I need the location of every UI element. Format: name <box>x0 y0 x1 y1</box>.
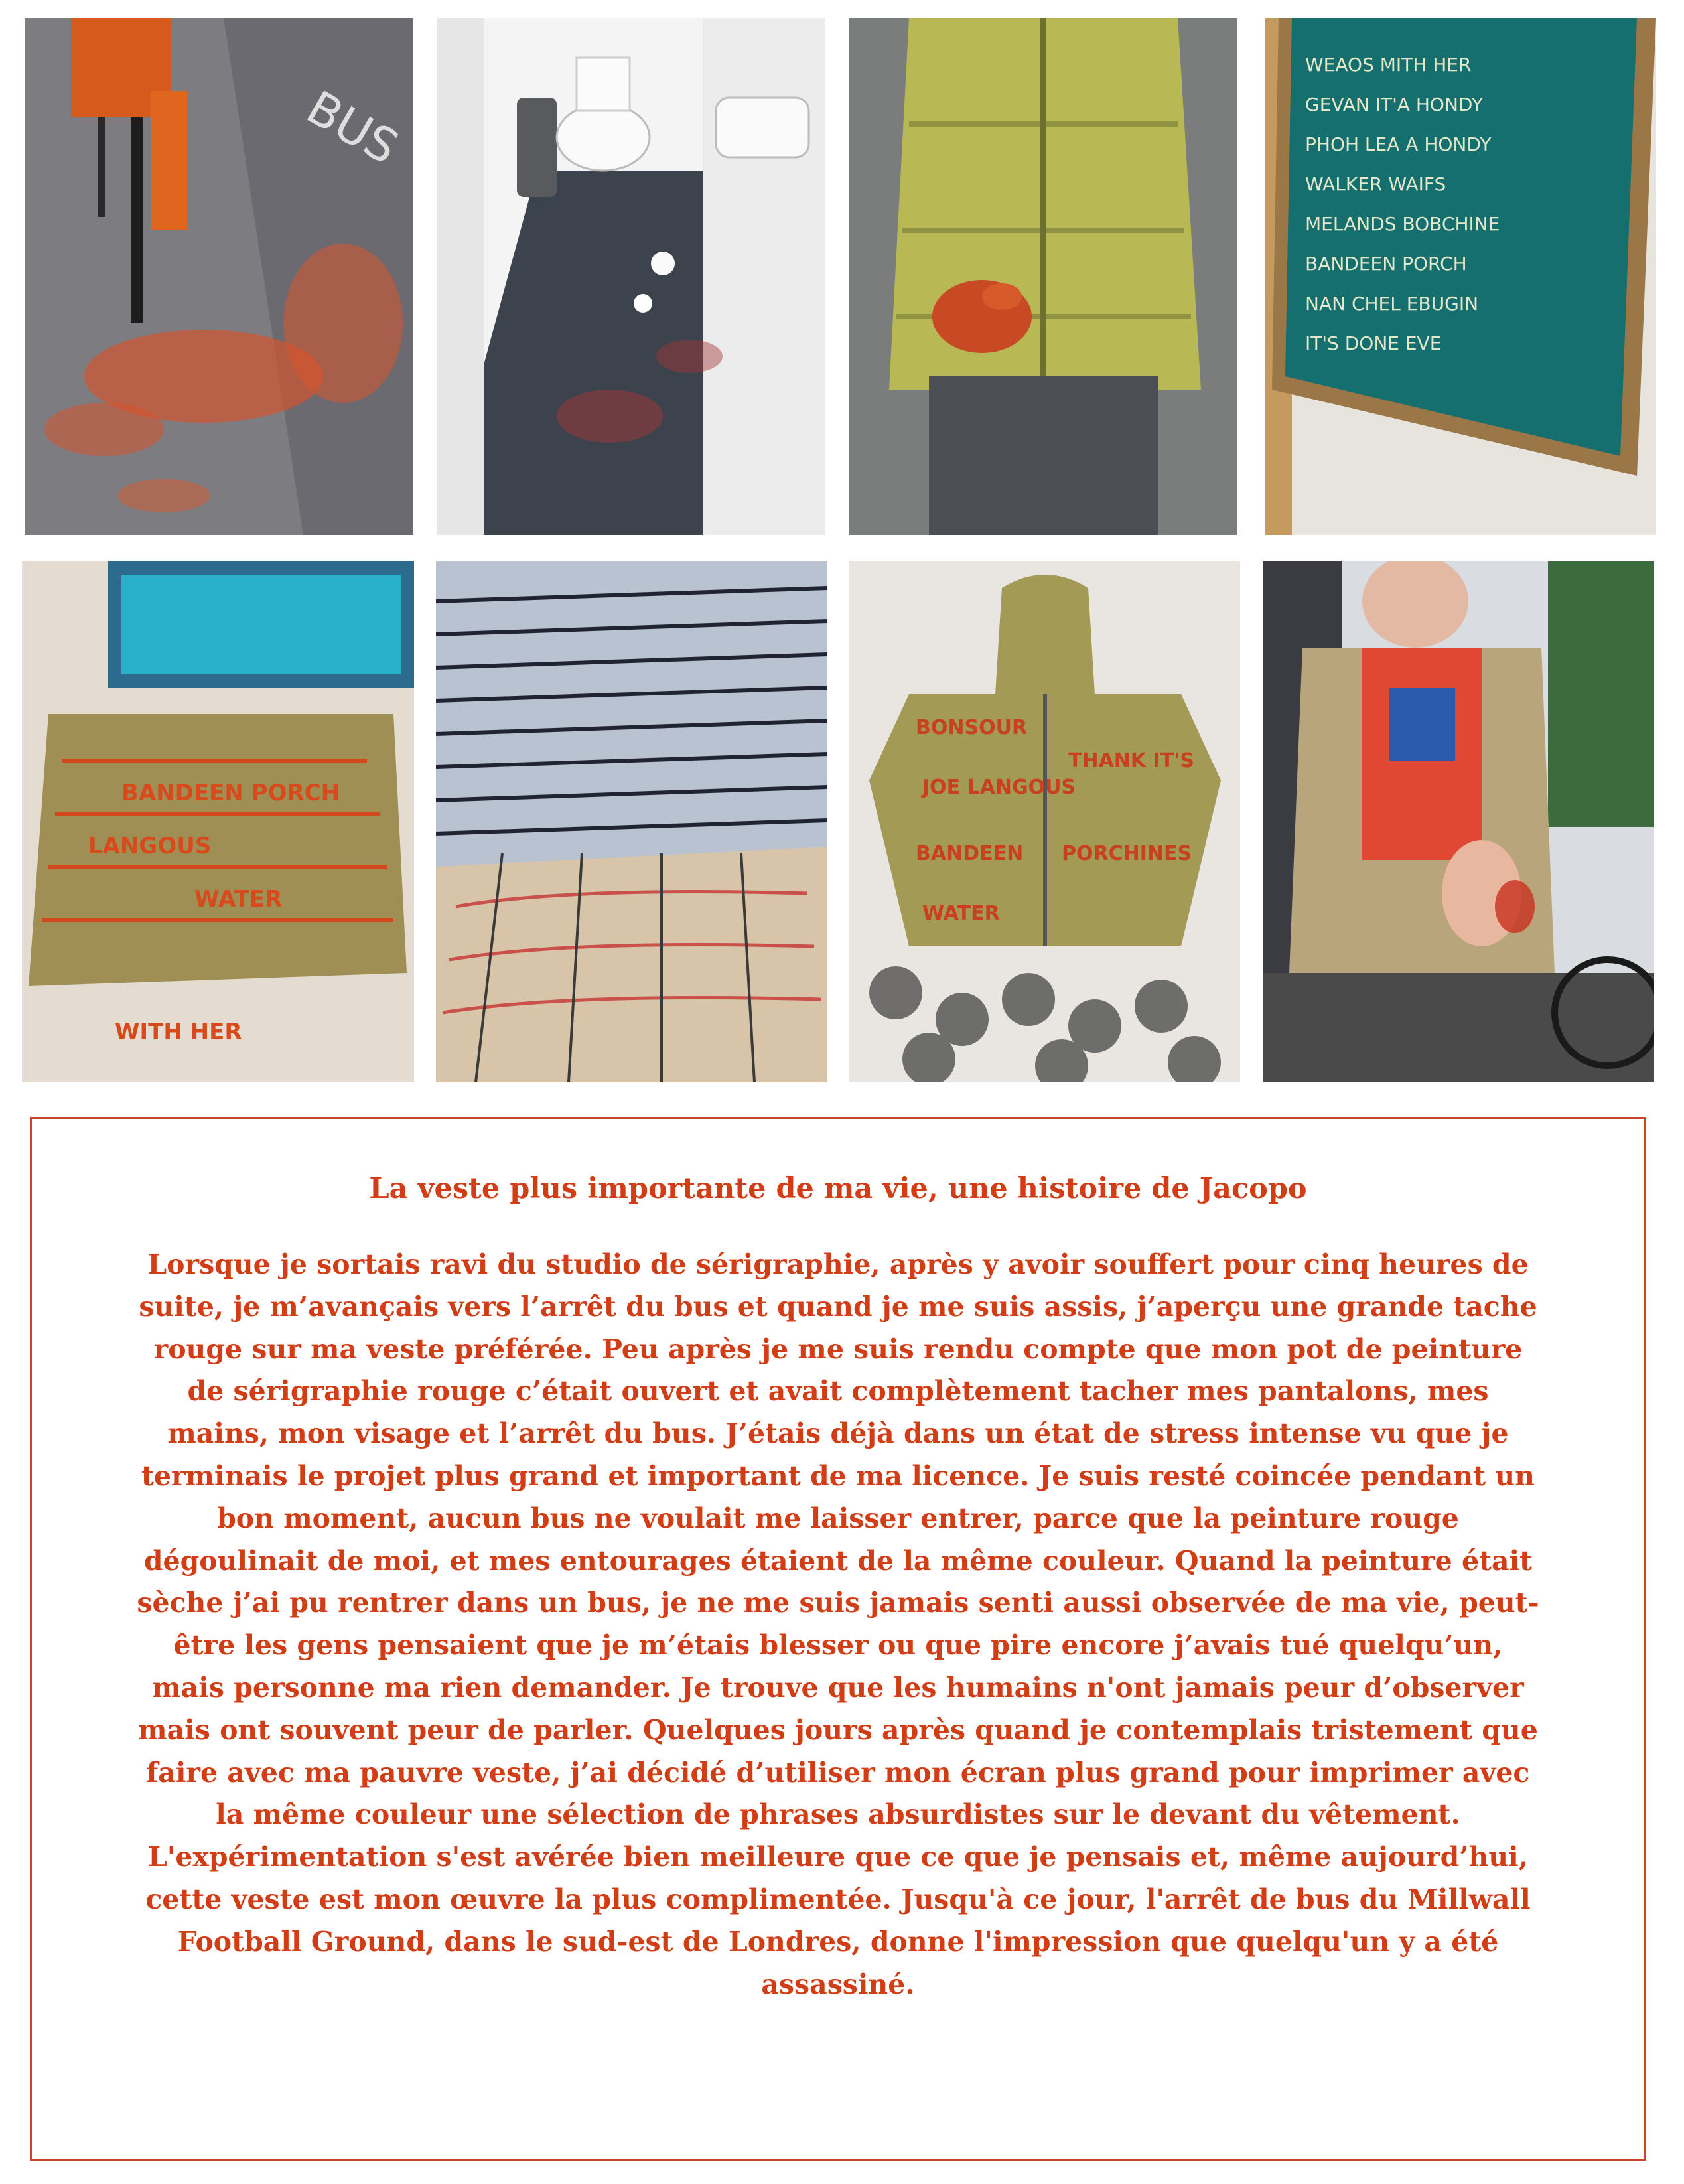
svg-text:THANK IT'S: THANK IT'S <box>1068 749 1195 772</box>
photo-jacket-on-table <box>22 561 414 1082</box>
svg-text:JOE LANGOUS: JOE LANGOUS <box>922 776 1076 799</box>
svg-text:BANDEEN: BANDEEN <box>916 842 1024 865</box>
svg-text:BUS: BUS <box>297 80 407 175</box>
photo-wearing-jacket <box>1263 561 1654 1082</box>
svg-text:WITH HER: WITH HER <box>115 1019 242 1045</box>
svg-text:GEVAN IT'A HONDY: GEVAN IT'A HONDY <box>1305 94 1484 115</box>
svg-text:IT'S DONE EVE: IT'S DONE EVE <box>1305 332 1442 354</box>
photo-bathroom-paint <box>437 18 825 535</box>
svg-text:LANGOUS: LANGOUS <box>88 833 212 859</box>
svg-text:WATER: WATER <box>922 902 1000 925</box>
photo-jacket-stain <box>849 18 1237 535</box>
svg-text:MELANDS BOBCHINE: MELANDS BOBCHINE <box>1305 213 1500 235</box>
photo-jacket-drying-rack <box>436 561 827 1082</box>
svg-text:BONSOUR: BONSOUR <box>916 716 1028 739</box>
svg-text:WEAOS MITH HER: WEAOS MITH HER <box>1305 54 1472 76</box>
svg-text:WATER: WATER <box>194 886 283 912</box>
svg-text:NAN CHEL EBUGIN: NAN CHEL EBUGIN <box>1305 293 1479 315</box>
photo-jacket-flat <box>849 561 1240 1082</box>
svg-text:BANDEEN PORCH: BANDEEN PORCH <box>121 780 340 806</box>
photo-bus-stop-paint <box>25 18 413 535</box>
svg-text:WALKER WAIFS: WALKER WAIFS <box>1305 173 1446 195</box>
svg-text:BANDEEN PORCH: BANDEEN PORCH <box>1305 253 1467 275</box>
photo-screen-print-frame <box>1265 18 1656 535</box>
story-body: Lorsque je sortais ravi du studio de sérigraphie, après y avoir souffert pour cinq heures de suite, je m’avançais vers l’arrêt du bus et quand je me suis assis, j’aperçu une grande tache rouge sur ma veste préférée. Peu après je me suis rendu compte que mon pot de peinture de sérigraphie rouge c’était ouvert et avait complètement tacher mes pantalons, mes mains, mon visage et l’arrêt du bus. J’étais déjà dans un état de stress intense vu que je terminais le projet plus grand et important de ma licence. Je suis resté coincée pendant un bon moment, aucun bus ne voulait me laisser entrer, parce que la peinture rouge dégoulinait de moi, et mes entourages étaient de la même couleur. Quand la peinture était sèche j’ai pu rentrer dans un bus, je ne me suis jamais senti aussi observée de ma vie, peut-être les gens pensaient que je m’étais blesser ou que pire encore j’avais tué quelqu’un, mais personne ma rien demander. Je trouve que les humains n'ont jamais peur d’observer mais ont souvent peur de parler. Quelques jours après quand je contemplais tristement que faire avec ma pauvre veste, j’ai décidé d’utiliser mon écran plus grand pour imprimer avec la même couleur une sélection de phrases absurdistes sur le devant du vêtement. L'expérimentation s'est avérée bien meilleure que ce que je pensais et, même aujourd’hui, cette veste est mon œuvre la plus complimentée. Jusqu'à ce jour, l'arrêt de bus du Millwall Football Ground, dans le sud-est de Londres, donne l'impression que quelqu'un y a été assassiné. <box>137 1248 1539 2000</box>
story-box <box>30 1117 1646 2161</box>
svg-text:PHOH LEA A HONDY: PHOH LEA A HONDY <box>1305 133 1492 155</box>
story-title: La veste plus importante de ma vie, une histoire de Jacopo <box>369 1172 1307 1205</box>
svg-text:PORCHINES: PORCHINES <box>1062 842 1192 865</box>
